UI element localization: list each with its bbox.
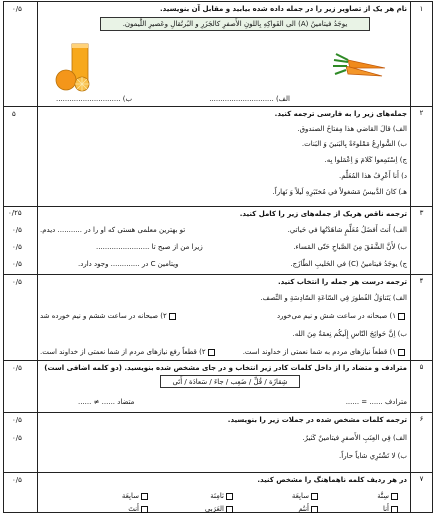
choice-word[interactable]: سابِعَة — [122, 492, 150, 500]
question-title: جمله‌های زیر را به فارسی ترجمه کنید. — [274, 110, 407, 118]
question-number: ۷ — [410, 472, 432, 513]
question-score: ۰/۵ ۰/۵ — [4, 412, 38, 472]
option-2b[interactable]: ۲) قطعاً رفع نیازهای مردم از شما نعمتی از خداوند است. — [40, 348, 217, 356]
sentence-line: الف) قالَ القاضي هذا مِفتاحُ الصندوق. — [297, 125, 407, 133]
question-title: ترجمه درست هر جمله را انتخاب کنید. — [277, 278, 407, 286]
translation-line[interactable]: زیرا من از صبح تا ........................ — [96, 243, 203, 251]
question-title: نام هر یک از تصاویر زیر را در جمله داده شده بیابید و مقابل آن بنویسید. — [160, 5, 407, 13]
sentence-line: الف) فِي العِنَبِ الأَصفرِ فيتامينٌ كَثيرٌ. — [302, 434, 407, 442]
question-score: ۰/۵ — [4, 274, 38, 360]
sentence-line: ج) يوجَدُ فيتامينُ (C) في الحَليبِ الطّازَج. — [290, 260, 407, 268]
question-5 — [4, 360, 432, 413]
question-score: ۵ — [4, 106, 38, 206]
sentence-line: ب) الشَّوارِعُ مَمْلوءَةٌ بِالبَنينَ وَ البَنات. — [301, 140, 407, 148]
sentence-box: يوجَدُ فيتامينُ (A) الى الفَواكِهِ بِاللونِ الأَصفرِ كالجَزَرِ و البُرتُقالِ وعَصيرِ اللَّيمون. — [100, 17, 370, 31]
checkbox[interactable] — [398, 349, 405, 356]
sentence-line: الف) أَنتَ أَفضَلُ مُعَلِّمٍ شاهَدْتُها في حَياتي. — [287, 226, 407, 234]
sentence-line: د) أَنا أَعْرِفُ هذا المُعَلِّم. — [338, 172, 407, 180]
sentence-line: ب) لأَنَّ الشَّفَقَ مِنَ الصَّباحِ حَتّى المَساء. — [293, 243, 407, 251]
choice-word[interactable]: أَنتَ — [128, 505, 150, 513]
question-1 — [4, 2, 432, 107]
carrot-image — [330, 50, 390, 80]
question-number: ۲ — [410, 106, 432, 206]
question-6 — [4, 412, 432, 473]
question-score: ۰/۲۵ ۰/۵ ۰/۵ ۰/۵ — [4, 206, 38, 274]
question-score: ۰/۵ — [4, 472, 38, 513]
answer-b[interactable]: ب) ............................. — [56, 95, 133, 103]
choice-word[interactable]: أَنتُم — [298, 505, 320, 513]
word-box: شِقازَة / قُلِّ / ضَعِب / جاءَ / سَعادَة / أَتَى — [160, 375, 300, 388]
question-2 — [4, 106, 432, 207]
answer-a[interactable]: الف) ............................. — [209, 95, 290, 103]
question-score: ۰/۵ — [4, 360, 38, 412]
choice-word[interactable]: ثامِنَة — [210, 492, 235, 500]
question-3 — [4, 206, 432, 275]
orange-juice-image — [52, 38, 96, 92]
question-4 — [4, 274, 432, 361]
checkbox[interactable] — [398, 313, 405, 320]
question-number: ۶ — [410, 412, 432, 472]
question-score: ۰/۵ — [4, 2, 38, 106]
exam-sheet — [3, 1, 433, 513]
question-number: ۴ — [410, 274, 432, 360]
question-title: در هر ردیف کلمه ناهماهنگ را مشخص کنید. — [257, 476, 407, 484]
sentence-line: ب) اِنَّ حَوائِجَ النّاسِ إِلَيكُم نِعمَةٌ مِنَ الله. — [292, 330, 407, 338]
choice-word[interactable]: سابِعَة — [292, 492, 320, 500]
antonym-answer[interactable]: متضاد ...... ≠ ...... — [78, 398, 135, 406]
checkbox[interactable] — [208, 349, 215, 356]
question-number: ۱ — [410, 2, 432, 106]
sentence-line: هـ) كانَ الدَّبيسُ مَشغولاً في مُختَبَرِهِ لَيلاً وَ نَهاراً. — [272, 188, 407, 196]
synonym-answer[interactable]: مترادف ...... = ...... — [345, 398, 407, 406]
question-title: ترجمه ناقص هریک از جمله‌های زیر را کامل کنید. — [239, 210, 407, 218]
question-number: ۵ — [410, 360, 432, 412]
option-1a[interactable]: ۱) صبحانه در ساعت شش و نیم می‌خورد — [277, 312, 407, 320]
question-title: ترجمه کلمات مشخص شده در جملات زیر را بنویسید. — [227, 416, 407, 424]
sentence-line: ج) اِسْتَمِعوا كَلامَ وَ اِعْمَلوا بِه. — [324, 156, 407, 164]
choice-word[interactable]: أَنا — [383, 505, 400, 513]
translation-line[interactable]: ویتامین C در ............. وجود دارد. — [78, 260, 179, 268]
option-1b[interactable]: ۲) صبحانه در ساعت ششم و نیم خورده شد — [40, 312, 178, 320]
sentence-line: ب) لا تَشْتَرِي شاياً حاراً. — [339, 452, 407, 460]
question-title: مترادف و متضاد را از داخل کلمات کادر زیر انتخاب و در جای مشخص شده بنویسید. (دو کلمه اضافی است) — [44, 364, 407, 372]
checkbox[interactable] — [169, 313, 176, 320]
option-2a[interactable]: ۱) قطعاً نیازهای مردم به شما نعمتی از خداوند است. — [243, 348, 407, 356]
choice-word[interactable]: سِتَّة — [377, 492, 400, 500]
sentence-line: الف) يَتَناوَلُ الفُطورَ فِي السّاعَةِ السّادِسَةِ و النِّصف. — [260, 294, 407, 302]
translation-line[interactable]: تو بهترین معلمی هستی که او را در ........... دیدم. — [40, 226, 186, 234]
question-7 — [4, 472, 432, 513]
question-number: ۳ — [410, 206, 432, 274]
choice-word[interactable]: العَرَبي — [205, 505, 235, 513]
